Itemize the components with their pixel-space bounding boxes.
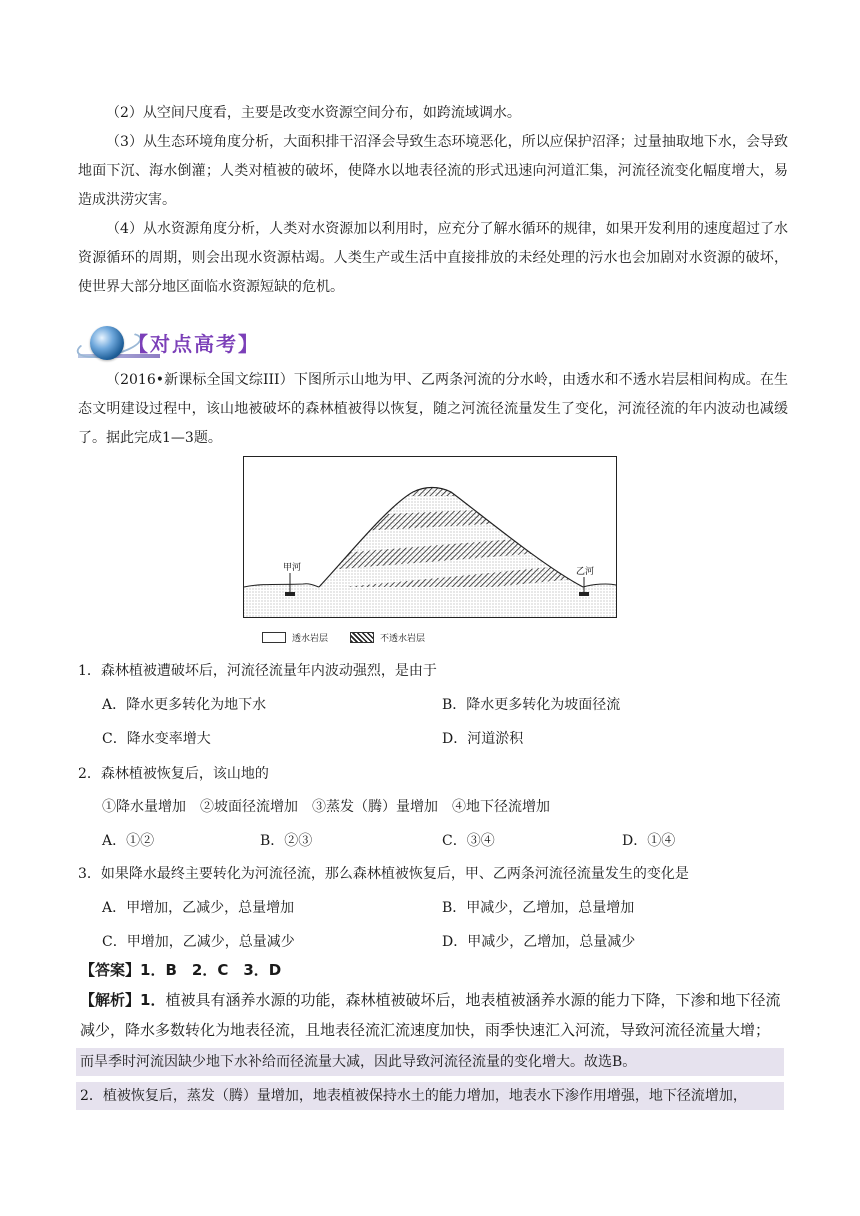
question-3-option-d: D．甲减少，乙增加，总量减少 [442,934,636,950]
question-intro: （2016•新课标全国文综III）下图所示山地为甲、乙两条河流的分水岭，由透水和不透水岩层相间构成。在生态文明建设过程中，该山地被破坏的森林植被得以恢复，随之河流径流量发生了变化，河流径流的年内波动也减缓了。据此完成1—3题。 [78,372,788,446]
question-3-stem: 3．如果降水最终主要转化为河流径流，那么森林植被恢复后，甲、乙两条河流径流量发生的变化是 [78,866,689,882]
question-2-stem: 2．森林植被恢复后，该山地的 [78,766,269,782]
question-2-option-b: B．②③ [260,833,313,849]
question-1-stem: 1．森林植被遭破坏后，河流径流量年内波动强烈，是由于 [78,663,437,679]
legend-label-impermeable: 不透水岩层 [380,634,426,644]
question-2-option-d: D．①④ [622,833,676,849]
river-right-marker [579,592,589,596]
answer-label: 【答案】 [80,961,141,979]
question-2-option-a: A．①② [102,833,155,849]
question-1-option-a: A．降水更多转化为地下水 [102,697,267,713]
legend-swatch-permeable [262,632,286,643]
paragraph-3: （3）从生态环境角度分析，大面积排干沼泽会导致生态环境恶化，所以应保护沼泽；过量抽取地下水，会导致地面下沉、海水倒灌；人类对植被的破坏，使降水以地表径流的形式迅速向河道汇集，河流径流变化幅度增大，易造成洪涝灾害。 [78,134,788,208]
river-left-marker [285,592,295,596]
question-1-option-d: D．河道淤积 [442,731,524,747]
answer-value: 1．B 2．C 3．D [140,961,282,979]
ground-fill [244,584,616,617]
analysis-line-2: 减少，降水多数转化为地表径流，且地表径流汇流速度加快，雨季快速汇入河流，导致河流径流量大增； [80,1021,771,1039]
figure-legend [258,630,488,646]
question-3-option-b: B．甲减少，乙增加，总量增加 [442,900,635,916]
question-2-option-c: C．③④ [442,833,495,849]
analysis-line-4: 2．植被恢复后，蒸发（腾）量增加，地表植被保持水土的能力增加，地表水下渗作用增强，地下径流增加， [76,1082,784,1110]
paragraph-2: （2）从空间尺度看，主要是改变水资源空间分布，如跨流域调水。 [106,105,521,121]
question-3-option-c: C．甲增加，乙减少，总量减少 [102,934,295,950]
question-1-option-c: C．降水变率增大 [102,731,211,747]
analysis-line-3: 而旱季时河流因缺少地下水补给而径流量大减，因此导致河流径流量的变化增大。故选B。 [76,1048,784,1076]
analysis-number: 1． [140,991,166,1009]
answer-panel [76,956,784,1116]
question-1-option-b: B．降水更多转化为坡面径流 [442,697,621,713]
river-left-label: 甲河 [283,563,302,573]
question-2-statements: ①降水量增加 ②坡面径流增加 ③蒸发（腾）量增加 ④地下径流增加 [102,799,550,815]
question-3-option-a: A．甲增加，乙减少，总量增加 [102,900,295,916]
answer-line [76,956,784,984]
paragraph-4: （4）从水资源角度分析，人类对水资源加以利用时，应充分了解水循环的规律，如果开发利用的速度超过了水资源循环的周期，则会出现水资源枯竭。人类生产或生活中直接排放的未经处理的污水也会加剧对水资源的破坏，使世界大部分地区面临水资源短缺的危机。 [78,221,788,295]
analysis-text-1: 植被具有涵养水源的功能，森林植被破坏后，地表植被涵养水源的能力下降，下渗和地下径流 [165,991,781,1009]
analysis-line-1 [76,986,784,1014]
legend-swatch-impermeable [350,632,374,643]
section-title: 【对点高考】 [128,332,260,356]
legend-label-permeable: 透水岩层 [292,634,329,644]
mountain-cross-section-figure [243,456,617,618]
globe-icon [90,326,124,360]
section-header [78,322,378,366]
river-right-label: 乙河 [576,567,595,577]
analysis-label: 【解析】 [80,991,141,1009]
